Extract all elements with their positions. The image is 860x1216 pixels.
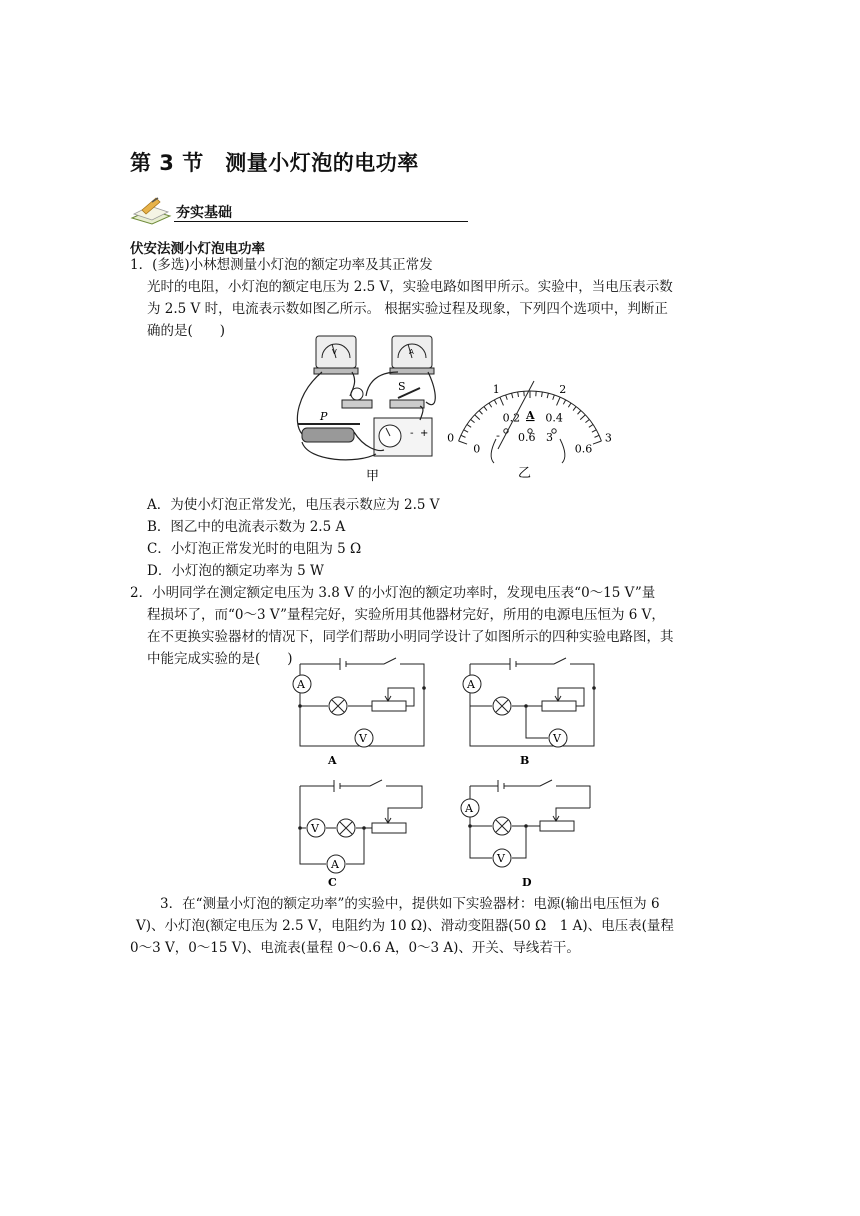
dial-tick (484, 407, 487, 411)
dial-tick (589, 425, 593, 428)
ammeter (390, 336, 434, 374)
switch-base (390, 400, 424, 408)
q2-line-3: 在不更换实验器材的情况下，同学们帮助小明同学设计了如图所示的四种实验电路图，其 (147, 629, 674, 645)
dial-tick (459, 441, 467, 444)
rheostat-slider-label: P (320, 410, 328, 423)
q1-option-a: A．为使小灯泡正常发光，电压表示数应为 2.5 V (147, 497, 440, 513)
circuit-c-ammeter: A (331, 858, 339, 871)
q2-line-1: 2．小明同学在测定额定电压为 3.8 V 的小灯泡的额定功率时，发现电压表“0～15 V”量 (130, 585, 656, 601)
circuit-d-voltmeter: V (497, 852, 505, 865)
dial-unit: A (526, 409, 535, 422)
q1-line-3: 为 2.5 V 时，电流表示数如图乙所示。 根据实验过程及现象，下列四个选项中，判断正 (147, 301, 668, 317)
supply-minus: - (410, 428, 414, 439)
q1-line-1: 1．(多选)小林想测量小灯泡的额定功率及其正常发 (130, 257, 433, 273)
circuit-d-label: D (522, 876, 532, 889)
terminal-3: 3 (546, 431, 553, 444)
dial-tick (568, 403, 571, 407)
circuit-a (288, 656, 436, 770)
dial-tick (464, 430, 468, 432)
dial-tick (563, 400, 565, 404)
q1-option-b: B．图乙中的电流表示数为 2.5 A (147, 519, 346, 535)
figure-yi-caption: 乙 (518, 466, 532, 481)
dial-tick (494, 400, 496, 404)
dial-tick (461, 435, 466, 437)
section-underline (174, 221, 468, 223)
dial-tick (553, 395, 555, 400)
dial-tick (593, 441, 601, 444)
dial-tick (573, 407, 576, 411)
dial-tick (547, 393, 548, 398)
dial-tick (512, 393, 513, 398)
figure-yi-ammeter-dial (447, 355, 612, 485)
dial-tick (518, 392, 519, 397)
circuit-b-ammeter: A (467, 678, 475, 691)
circuit-d (458, 778, 606, 892)
section-label: 夯实基础 (176, 205, 232, 221)
dial-tick (506, 395, 508, 400)
dial-tick (467, 425, 471, 428)
circuit-a-voltmeter: V (359, 732, 367, 745)
switch-label: S (398, 380, 406, 393)
dial-tick (578, 411, 581, 415)
supply-plus: + (420, 428, 429, 439)
dial-tick (557, 397, 561, 405)
dial-tick (489, 403, 492, 407)
section-header (128, 196, 468, 224)
dial-tick (580, 415, 585, 420)
dial-bottom-label: 0.4 (545, 411, 563, 425)
q1-line-2: 光时的电阻，小灯泡的额定电压为 2.5 V，实验电路如图甲所示。实验中，当电压表示数 (147, 279, 673, 295)
circuit-c-voltmeter: V (311, 822, 319, 835)
voltmeter (314, 336, 358, 374)
dial-top-label: 1 (492, 382, 500, 396)
circuit-b (458, 656, 606, 770)
rheostat (302, 428, 354, 442)
q2-line-2: 程损坏了，而“0～3 V”量程完好，实验所用其他器材完好，所用的电源电压恒为 6 V， (147, 607, 665, 623)
dial-tick (542, 392, 543, 397)
q2-line-4: 中能完成实验的是( ) (147, 651, 293, 667)
circuit-d-ammeter: A (465, 802, 473, 815)
circuit-b-label: B (520, 754, 530, 767)
q3-line-1: 3．在“测量小灯泡的额定功率”的实验中，提供如下实验器材：电源(输出电压恒为 6 (160, 896, 660, 912)
figure-jia-caption: 甲 (366, 469, 380, 484)
ammeter-label: A (409, 348, 414, 356)
dial-bottom-label: 0.2 (502, 411, 521, 425)
dial-tick (475, 415, 480, 420)
circuit-c-label: C (328, 876, 337, 889)
dial-top-label: 2 (559, 382, 567, 396)
circuit-a-label: A (328, 754, 337, 767)
circuit-b-voltmeter: V (553, 732, 561, 745)
figure-jia-apparatus (288, 332, 446, 484)
circuit-a-ammeter: A (297, 678, 305, 691)
dial-tick (500, 397, 504, 405)
voltmeter-label: V (332, 348, 337, 356)
dial-tick (585, 420, 589, 423)
page-title: 第 3 节 测量小灯泡的电功率 (130, 151, 419, 175)
dial-bottom-label: 0 (473, 442, 481, 456)
terminal-06: 0.6 (518, 431, 536, 444)
dial-top-label: 3 (604, 431, 612, 445)
terminal-minus: - (496, 429, 500, 442)
bulb-base (342, 400, 372, 408)
dial-top-label: 0 (447, 431, 455, 445)
circuit-c (288, 778, 436, 892)
q1-line-4: 确的是( ) (147, 323, 226, 339)
q1-option-c: C．小灯泡正常发光时的电阻为 5 Ω (147, 541, 362, 557)
q3-line-3: 0～3 V，0～15 V)、电流表(量程 0～0.6 A，0～3 A)、开关、导线若干。 (130, 940, 580, 956)
dial-tick (471, 420, 475, 423)
dial-tick (479, 411, 482, 415)
subsection-title: 伏安法测小灯泡电功率 (130, 241, 265, 257)
dial-tick (595, 435, 600, 437)
dial-bottom-label: 0.6 (574, 442, 593, 456)
dial-tick (592, 430, 596, 432)
book-icon (128, 196, 174, 226)
q1-option-d: D．小灯泡的额定功率为 5 W (147, 563, 324, 579)
q3-line-2: V)、小灯泡(额定电压为 2.5 V，电阻约为 10 Ω)、滑动变阻器(50 Ω 1 A)、电压表(量程 (136, 918, 674, 934)
